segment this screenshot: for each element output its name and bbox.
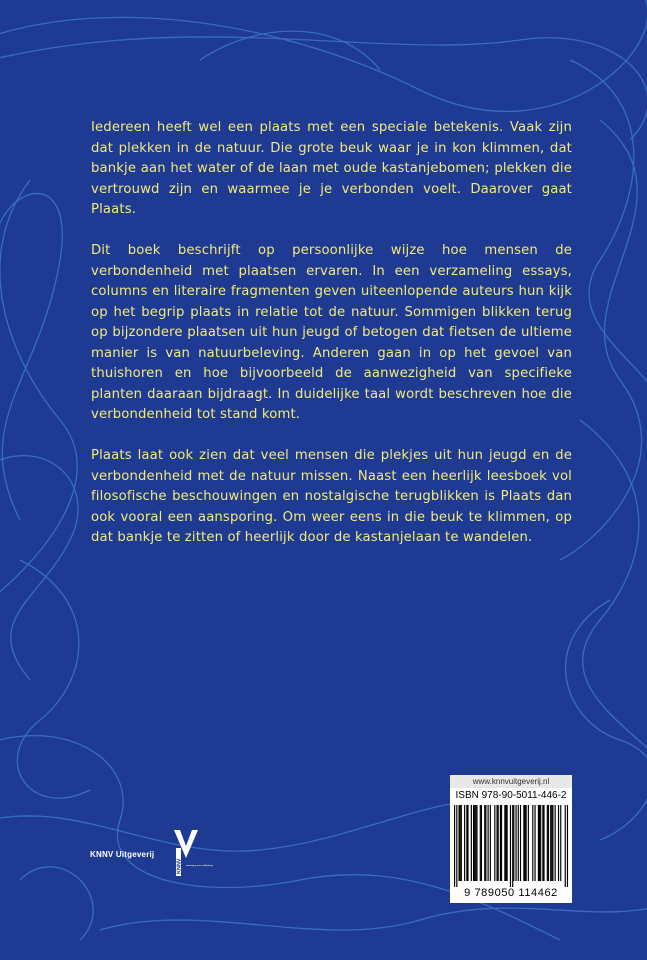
barcode-bar [567,805,568,887]
cover-text [91,118,572,549]
barcode-bar [471,805,472,881]
barcode-bar [485,805,486,881]
barcode-bar [490,805,491,881]
barcode-bar [555,805,556,881]
barcode-bar [494,805,495,881]
barcode-bar [510,805,511,887]
paragraph-2: Dit boek beschrijft op persoonlijke wijze hoe mensen de verbondenheid met plaatsen ervaren. In een verzameling essays, columns en literaire fragmenten geven uiteenlopende auteurs hun kijk op het begrip plaats in relatie tot de natuur. Sommigen blikken terug op bijzondere plaatsen uit hun jeugd of betogen dat fietsen de ultieme manier is van natuurbeleving. Anderen gaan in op het gevoel van thuishoren en hoe bijvoorbeeld de aanwezigheid van specifieke planten daaraan bijdraagt. In duidelijke taal wordt beschreven hoe die verbondenheid tot stand komt. [91,243,572,422]
barcode-bar [528,805,529,881]
barcode-bar [540,805,541,881]
barcode-bar [480,805,481,881]
paragraph-1: Iedereen heeft wel een plaats met een speciale betekenis. Vaak zijn dat plekken in de natuur. Die grote beuk waar je in kon klimmen, dat bankje aan het water of de laan met oude kastanjebomen; plekken die vertrouwd zijn en waarmee je je verbonden voelt. Daarover gaat Plaats. [91,120,572,217]
barcode-bar [460,805,461,881]
barcode-bar [523,805,524,881]
barcode-bar [534,805,535,881]
knnv-logo-icon [172,828,214,878]
publisher-name: KNNV Uitgeverij [90,850,155,859]
barcode-panel [450,775,572,903]
barcode-bar [548,805,549,881]
publisher-url: www.knnvuitgeverij.nl [450,775,572,788]
barcode-bar [560,805,561,881]
barcode-bar [558,805,559,881]
barcode-bar [515,805,516,881]
barcode-bar [454,805,455,887]
barcode-bar [476,805,477,881]
barcode-bar [565,805,566,887]
barcode-bar [518,805,519,881]
barcode-bar [550,805,551,881]
barcode-bar [475,805,476,881]
barcode-bar [526,805,527,881]
barcode-bars [454,805,568,887]
barcode-bar [467,805,468,881]
logo-small-text: vereniging voor veldbiologie [186,865,214,867]
isbn-label: ISBN 978-90-5011-446-2 [455,790,567,801]
barcode-bar [501,805,502,881]
logo-vertical-text: KNNV [176,858,183,874]
barcode-bar [547,805,548,881]
paragraph-3: Plaats laat ook zien dat veel mensen die plekjes uit hun jeugd en de verbondenheid met de natuur missen. Naast een heerlijk leesboek vol filosofische beschouwingen en nostalgische terugblikken is Plaats dan ook vooral een aansporing. Om weer eens in die beuk te klimmen, op dat bankje te zitten of heerlijk door de kastanjelaan te wandelen. [91,448,572,545]
barcode-bar [524,805,525,881]
barcode-bar [538,805,539,881]
barcode-bar [461,805,462,881]
barcode-bar [474,805,475,881]
barcode-bar [513,805,514,881]
barcode-bar [496,805,497,881]
barcode-bar [464,805,465,881]
barcode-bar [532,805,533,881]
barcode-bar [458,805,459,881]
barcode-bar [500,805,501,881]
barcode-bar [481,805,482,881]
barcode-bar [520,805,521,881]
barcode-bar [542,805,543,881]
barcode-bar [466,805,467,881]
barcode-bar [498,805,499,881]
barcode-bar [473,805,474,881]
barcode-digits: 9 789050 114462 [464,887,558,899]
barcode-bar [552,805,553,881]
barcode-bar [456,805,457,887]
barcode-bar [484,805,485,881]
barcode-bar [551,805,552,881]
barcode-bar [488,805,489,881]
barcode-bar [504,805,505,881]
barcode-bar [512,805,513,887]
barcode-bar [539,805,540,881]
barcode-bar [505,805,506,881]
barcode-bar [543,805,544,881]
barcode-bar [507,805,508,881]
